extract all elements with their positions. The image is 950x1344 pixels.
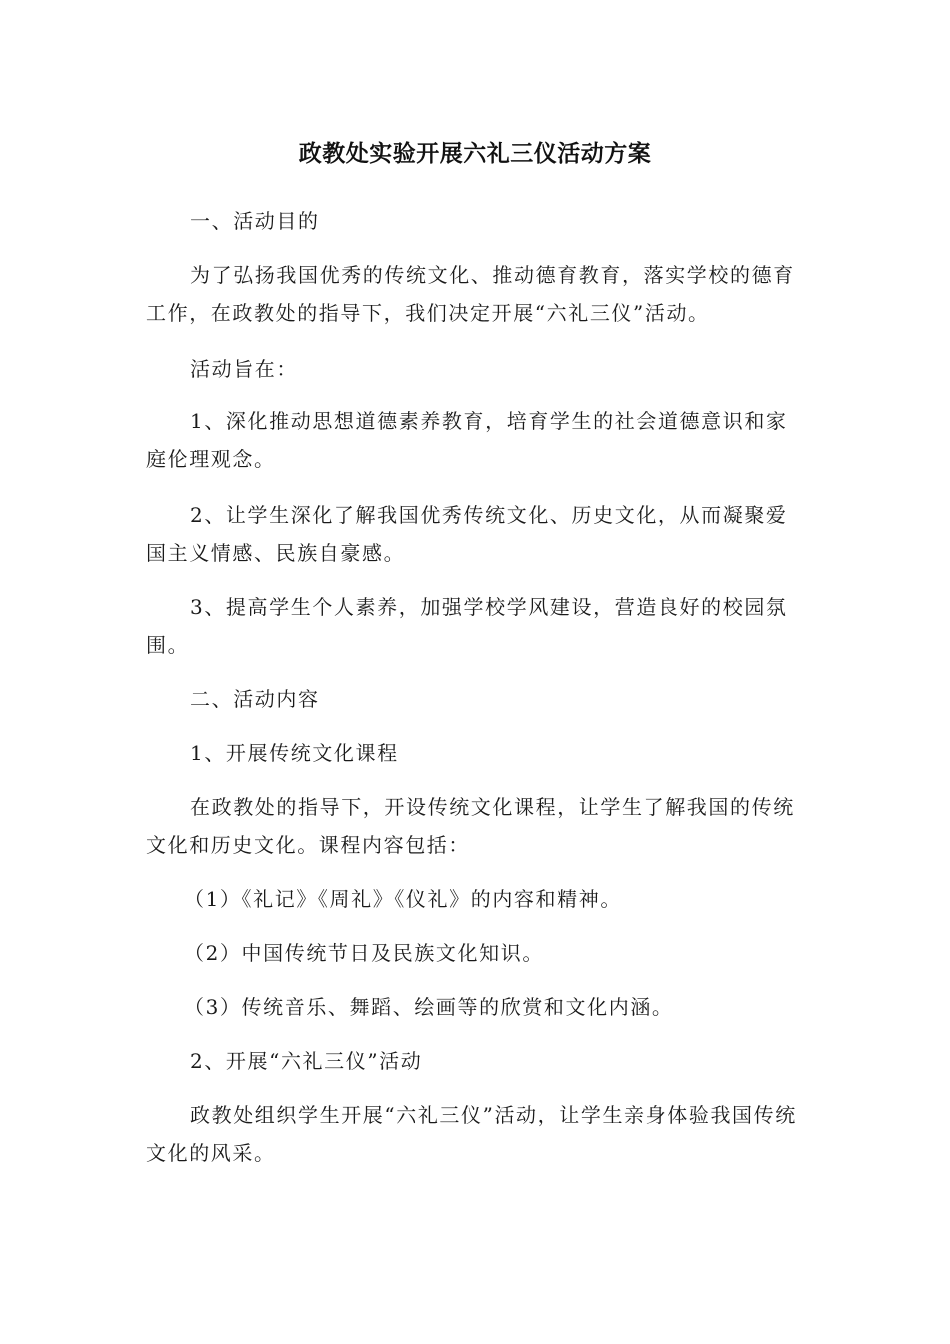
list-item-course-1: （1）《礼记》《周礼》《仪礼》的内容和精神。 xyxy=(184,887,622,911)
paragraph-activity: 政教处组织学生开展“六礼三仪”活动，让学生亲身体验我国传统文化的风采。 xyxy=(146,1103,797,1165)
paragraph-aim-3: 3、提高学生个人素养，加强学校学风建设，营造良好的校园氛围。 xyxy=(146,595,788,657)
subsection-heading-courses: 1、开展传统文化课程 xyxy=(190,741,399,765)
paragraph-aim-1: 1、深化推动思想道德素养教育，培育学生的社会道德意识和家庭伦理观念。 xyxy=(146,409,788,471)
paragraph-intro: 为了弘扬我国优秀的传统文化、推动德育教育，落实学校的德育工作，在政教处的指导下，我们决定开展“六礼三仪”活动。 xyxy=(146,263,795,325)
document-title: 政教处实验开展六礼三仪活动方案 xyxy=(298,141,652,167)
section-heading-content: 二、活动内容 xyxy=(190,687,320,711)
subsection-heading-activity: 2、开展“六礼三仪”活动 xyxy=(190,1049,423,1073)
list-item-course-2: （2）中国传统节日及民族文化知识。 xyxy=(184,941,544,965)
list-item-course-3: （3）传统音乐、舞蹈、绘画等的欣赏和文化内涵。 xyxy=(184,995,674,1019)
paragraph-courses: 在政教处的指导下，开设传统文化课程，让学生了解我国的传统文化和历史文化。课程内容包括： xyxy=(146,795,795,857)
paragraph-aim-2: 2、让学生深化了解我国优秀传统文化、历史文化，从而凝聚爱国主义情感、民族自豪感。 xyxy=(146,503,788,565)
paragraph-aims: 活动旨在： xyxy=(190,357,298,381)
section-heading-purpose: 一、活动目的 xyxy=(190,209,320,233)
